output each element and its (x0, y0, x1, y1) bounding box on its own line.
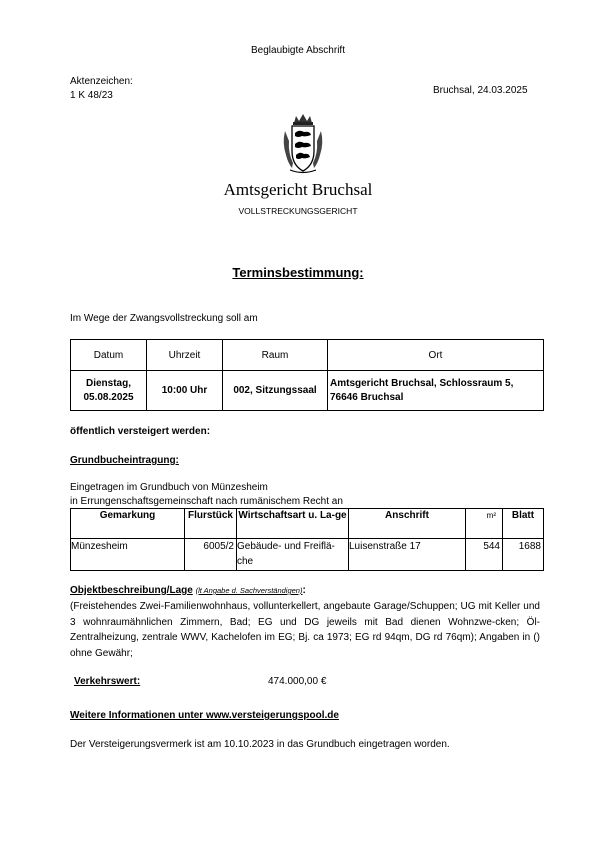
header-gemarkung: Gemarkung (71, 509, 185, 539)
cell-wirtschaftsart-line1: Gebäude- und Freiflä- (237, 541, 335, 552)
place-date: Bruchsal, 24.03.2025 (433, 85, 528, 96)
appointment-table (70, 339, 544, 411)
court-name: Amtsgericht Bruchsal (223, 180, 373, 199)
coat-of-arms-icon (282, 113, 324, 175)
appointment-time: 10:00 Uhr (147, 371, 223, 411)
appointment-date (71, 371, 147, 411)
cell-wirtschaftsart-line2: che (237, 556, 254, 567)
appointment-header-row (71, 340, 544, 371)
object-source-note: (lt Angabe d. Sachverständigen) (195, 586, 303, 595)
court-department: VOLLSTRECKUNGSGERICHT (238, 206, 358, 216)
header-area: m² (466, 509, 503, 539)
cell-gemarkung: Münzesheim (71, 539, 185, 571)
land-register-table (70, 508, 544, 571)
cell-area: 544 (466, 539, 503, 571)
cell-wirtschaftsart (237, 539, 349, 571)
page-title: Terminsbestimmung: (232, 265, 364, 280)
land-register-line1: Eingetragen im Grundbuch von Münzesheim (70, 482, 268, 493)
appointment-room: 002, Sitzungssaal (223, 371, 328, 411)
land-register-heading: Grundbucheintragung: (70, 455, 179, 466)
header-anschrift: Anschrift (349, 509, 466, 539)
intro-text: Im Wege der Zwangsvollstreckung soll am (70, 313, 258, 324)
object-description: (Freistehendes Zwei-Familienwohnhaus, vollunterkellert, angebaute Garage/Schuppen; UG mit Keller und 3 wohnraumähnlichen Zimmern, Bad; EG und DG jeweils mit Bad dienen Wohnzwe-cken; Öl-Zentralheizung, zentrale WWV, Kachelofen im EG; Bj. ca 1973; EG rd 94qm, DG rd 76qm); Angaben in () ohne Gewähr; (70, 601, 540, 659)
cell-blatt: 1688 (503, 539, 544, 571)
more-info: Weitere Informationen unter www.versteigerungspool.de (70, 710, 339, 721)
cell-flurstueck: 6005/2 (185, 539, 237, 571)
appointment-date-weekday: Dienstag, (85, 377, 131, 389)
appointment-date-value: 05.08.2025 (83, 391, 134, 403)
appointment-row (71, 371, 544, 411)
market-value-amount: 474.000,00 € (268, 676, 327, 687)
header-place: Ort (328, 340, 544, 371)
copy-note: Beglaubigte Abschrift (251, 45, 345, 56)
appointment-place (328, 371, 544, 411)
appointment-place-line1: Amtsgericht Bruchsal, Schlossraum 5, (330, 377, 514, 389)
closing-text: Der Versteigerungsvermerk ist am 10.10.2023 in das Grundbuch eingetragen worden. (70, 739, 450, 750)
header-room: Raum (223, 340, 328, 371)
market-value-label: Verkehrswert: (74, 676, 141, 687)
file-label: Aktenzeichen: (70, 76, 133, 87)
header-blatt: Blatt (503, 509, 544, 539)
header-time: Uhrzeit (147, 340, 223, 371)
appointment-place-line2: 76646 Bruchsal (330, 391, 404, 403)
object-heading-colon: : (302, 585, 306, 596)
object-heading-line (70, 585, 306, 596)
file-number: 1 K 48/23 (70, 90, 113, 101)
cell-anschrift: Luisenstraße 17 (349, 539, 466, 571)
header-date: Datum (71, 340, 147, 371)
land-register-header-row (71, 509, 544, 539)
object-heading: Objektbeschreibung/Lage (70, 585, 193, 596)
land-register-row (71, 539, 544, 571)
land-register-line2: in Errungenschaftsgemeinschaft nach rumänischem Recht an (70, 496, 343, 507)
header-flurstueck: Flurstück (185, 509, 237, 539)
header-wirtschaftsart: Wirtschaftsart u. La-ge (237, 509, 349, 539)
auction-note: öffentlich versteigert werden: (70, 426, 211, 437)
